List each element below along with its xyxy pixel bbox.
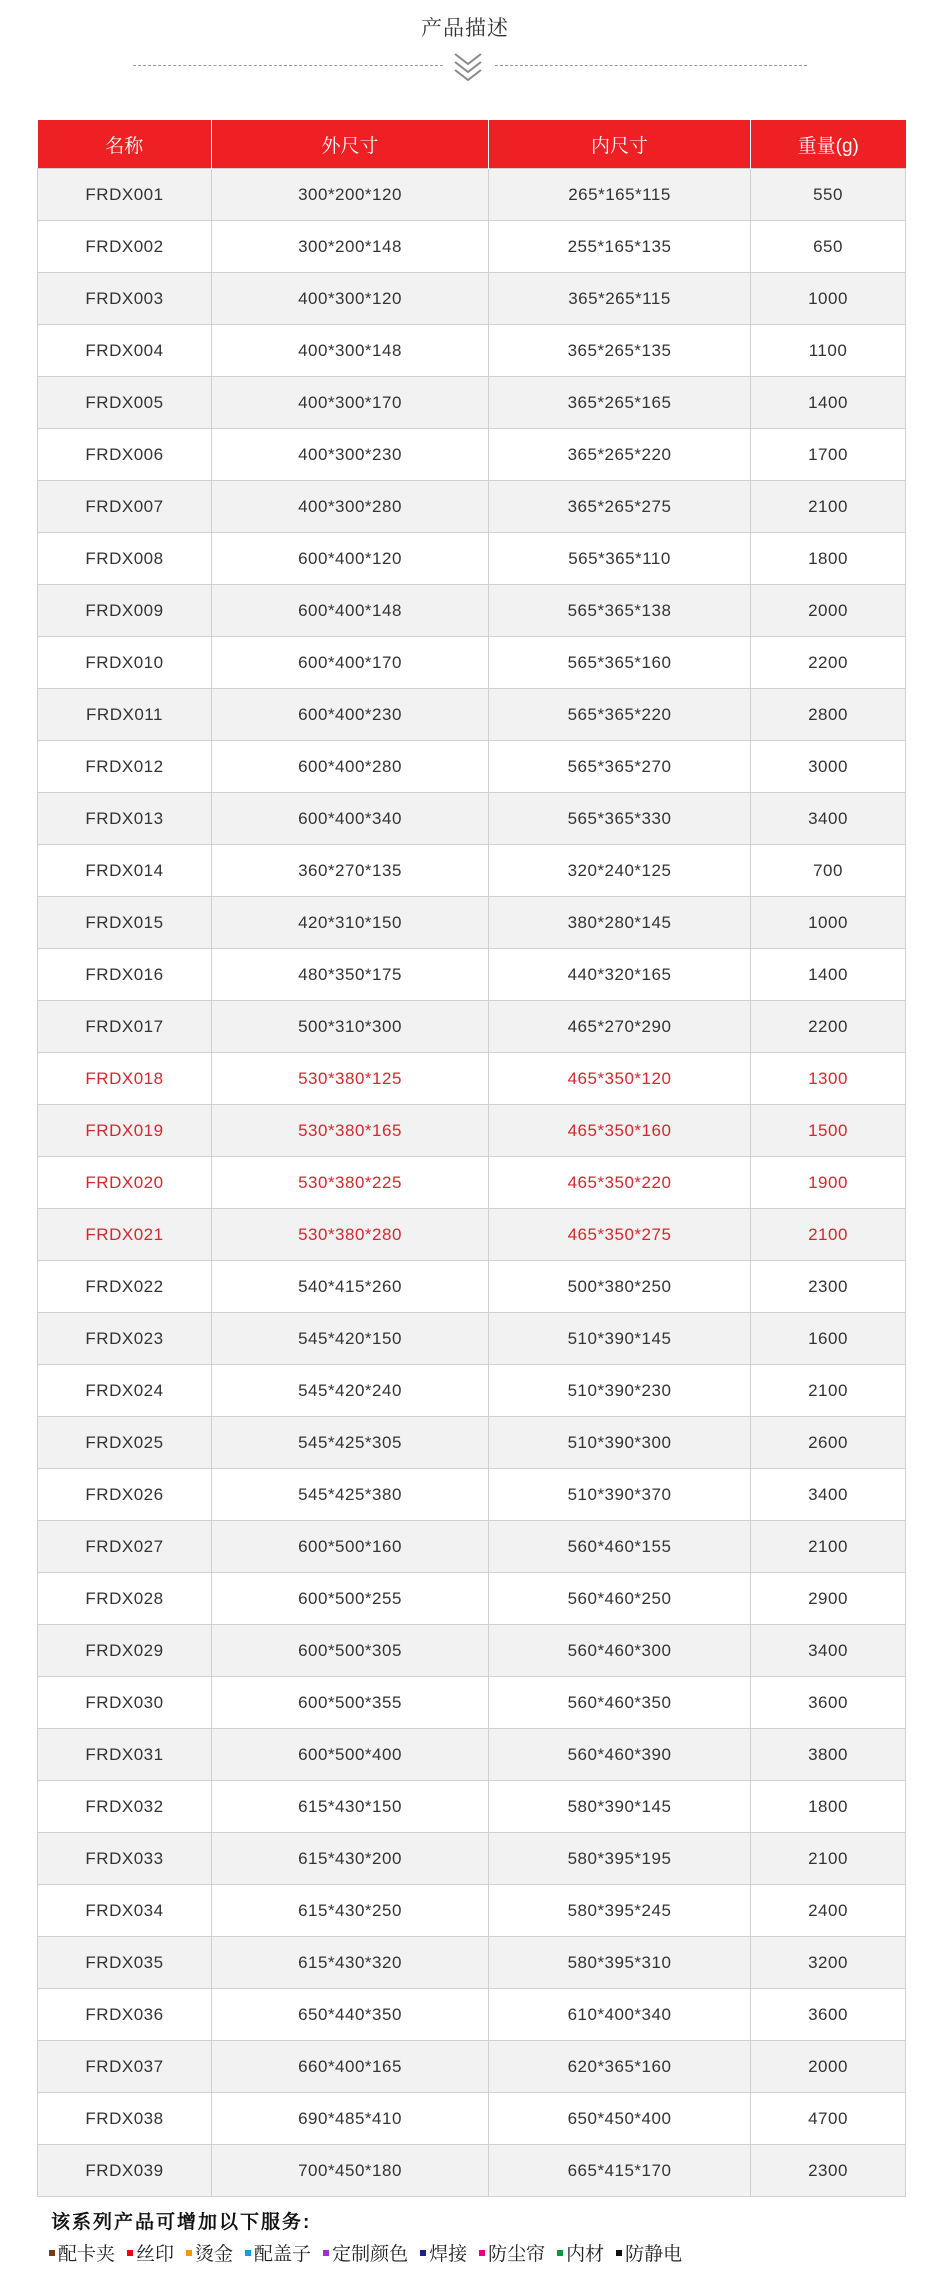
service-label: 配卡夹 [58, 2244, 116, 2265]
square-bullet-icon [323, 2250, 329, 2256]
cell-inner-size: 510*390*230 [489, 1365, 751, 1417]
service-item [616, 2239, 682, 2266]
cell-outer-size: 530*380*165 [212, 1105, 489, 1157]
table-row [38, 1677, 906, 1729]
cell-weight: 2300 [751, 1261, 906, 1313]
cell-weight: 3000 [751, 741, 906, 793]
cell-weight: 2100 [751, 1209, 906, 1261]
cell-inner-size: 365*265*220 [489, 429, 751, 481]
cell-outer-size: 400*300*230 [212, 429, 489, 481]
cell-weight: 1600 [751, 1313, 906, 1365]
cell-weight: 1800 [751, 1781, 906, 1833]
table-row [38, 481, 906, 533]
cell-name: FRDX036 [38, 1989, 212, 2041]
cell-name: FRDX029 [38, 1625, 212, 1677]
cell-inner-size: 560*460*350 [489, 1677, 751, 1729]
cell-weight: 1500 [751, 1105, 906, 1157]
cell-name: FRDX039 [38, 2145, 212, 2197]
cell-weight: 2000 [751, 2041, 906, 2093]
square-bullet-icon [420, 2250, 426, 2256]
table-row [38, 1521, 906, 1573]
cell-outer-size: 540*415*260 [212, 1261, 489, 1313]
table-row [38, 897, 906, 949]
cell-inner-size: 380*280*145 [489, 897, 751, 949]
table-row [38, 1625, 906, 1677]
column-header-inner-size: 内尺寸 [489, 120, 751, 169]
table-row [38, 949, 906, 1001]
table-row [38, 585, 906, 637]
service-label: 配盖子 [254, 2244, 312, 2265]
cell-inner-size: 650*450*400 [489, 2093, 751, 2145]
service-item [479, 2239, 545, 2266]
cell-name: FRDX035 [38, 1937, 212, 1989]
cell-name: FRDX028 [38, 1573, 212, 1625]
service-item [245, 2239, 311, 2266]
cell-inner-size: 560*460*155 [489, 1521, 751, 1573]
service-item [127, 2239, 174, 2266]
cell-outer-size: 530*380*225 [212, 1157, 489, 1209]
cell-name: FRDX004 [38, 325, 212, 377]
cell-name: FRDX003 [38, 273, 212, 325]
cell-name: FRDX022 [38, 1261, 212, 1313]
cell-weight: 1100 [751, 325, 906, 377]
table-row [38, 1781, 906, 1833]
cell-weight: 1700 [751, 429, 906, 481]
cell-outer-size: 600*500*355 [212, 1677, 489, 1729]
cell-weight: 1300 [751, 1053, 906, 1105]
cell-outer-size: 500*310*300 [212, 1001, 489, 1053]
cell-inner-size: 580*395*195 [489, 1833, 751, 1885]
cell-outer-size: 600*400*148 [212, 585, 489, 637]
cell-weight: 2300 [751, 2145, 906, 2197]
table-row [38, 2041, 906, 2093]
table-row [38, 2145, 906, 2197]
table-header-row [38, 120, 906, 169]
service-label: 定制颜色 [332, 2244, 409, 2265]
cell-outer-size: 400*300*148 [212, 325, 489, 377]
cell-name: FRDX019 [38, 1105, 212, 1157]
table-row [38, 1833, 906, 1885]
cell-outer-size: 615*430*250 [212, 1885, 489, 1937]
column-header-name: 名称 [38, 120, 212, 169]
table-row [38, 1001, 906, 1053]
cell-weight: 2200 [751, 1001, 906, 1053]
service-label: 防静电 [625, 2244, 683, 2265]
cell-weight: 2100 [751, 481, 906, 533]
cell-outer-size: 400*300*280 [212, 481, 489, 533]
cell-name: FRDX025 [38, 1417, 212, 1469]
cell-inner-size: 560*460*250 [489, 1573, 751, 1625]
cell-weight: 2800 [751, 689, 906, 741]
table-row [38, 1209, 906, 1261]
cell-weight: 2000 [751, 585, 906, 637]
services-list [49, 2239, 694, 2266]
table-row [38, 377, 906, 429]
cell-inner-size: 440*320*165 [489, 949, 751, 1001]
cell-inner-size: 265*165*115 [489, 169, 751, 221]
cell-inner-size: 465*350*160 [489, 1105, 751, 1157]
table-row [38, 1261, 906, 1313]
cell-inner-size: 255*165*135 [489, 221, 751, 273]
cell-inner-size: 665*415*170 [489, 2145, 751, 2197]
cell-outer-size: 600*400*280 [212, 741, 489, 793]
table-row [38, 689, 906, 741]
table-row [38, 1313, 906, 1365]
cell-name: FRDX021 [38, 1209, 212, 1261]
cell-inner-size: 465*350*275 [489, 1209, 751, 1261]
cell-inner-size: 465*350*120 [489, 1053, 751, 1105]
cell-outer-size: 300*200*148 [212, 221, 489, 273]
cell-outer-size: 600*400*120 [212, 533, 489, 585]
table-row [38, 2093, 906, 2145]
service-label: 丝印 [136, 2244, 175, 2265]
cell-name: FRDX007 [38, 481, 212, 533]
cell-name: FRDX006 [38, 429, 212, 481]
cell-inner-size: 365*265*275 [489, 481, 751, 533]
cell-inner-size: 565*365*138 [489, 585, 751, 637]
column-header-weight: 重量(g) [751, 120, 906, 169]
cell-weight: 3400 [751, 793, 906, 845]
cell-inner-size: 465*350*220 [489, 1157, 751, 1209]
cell-name: FRDX011 [38, 689, 212, 741]
cell-outer-size: 615*430*200 [212, 1833, 489, 1885]
square-bullet-icon [479, 2250, 485, 2256]
cell-outer-size: 545*425*305 [212, 1417, 489, 1469]
cell-name: FRDX008 [38, 533, 212, 585]
cell-inner-size: 510*390*370 [489, 1469, 751, 1521]
header-divider-left [133, 65, 443, 66]
cell-weight: 700 [751, 845, 906, 897]
cell-inner-size: 510*390*300 [489, 1417, 751, 1469]
cell-weight: 1900 [751, 1157, 906, 1209]
table-row [38, 637, 906, 689]
square-bullet-icon [245, 2250, 251, 2256]
cell-weight: 2100 [751, 1833, 906, 1885]
table-row [38, 1885, 906, 1937]
cell-weight: 3800 [751, 1729, 906, 1781]
service-label: 烫金 [195, 2244, 234, 2265]
cell-weight: 4700 [751, 2093, 906, 2145]
cell-weight: 3400 [751, 1625, 906, 1677]
cell-outer-size: 600*500*400 [212, 1729, 489, 1781]
cell-outer-size: 600*500*305 [212, 1625, 489, 1677]
cell-outer-size: 700*450*180 [212, 2145, 489, 2197]
column-header-outer-size: 外尺寸 [212, 120, 489, 169]
cell-inner-size: 565*365*330 [489, 793, 751, 845]
cell-name: FRDX018 [38, 1053, 212, 1105]
table-row [38, 1417, 906, 1469]
table-row [38, 221, 906, 273]
cell-weight: 1800 [751, 533, 906, 585]
section-title: 产品描述 [421, 17, 509, 40]
cell-weight: 2200 [751, 637, 906, 689]
table-row [38, 533, 906, 585]
product-spec-table [37, 120, 906, 2197]
cell-weight: 2100 [751, 1365, 906, 1417]
cell-name: FRDX017 [38, 1001, 212, 1053]
cell-inner-size: 565*365*110 [489, 533, 751, 585]
cell-outer-size: 660*400*165 [212, 2041, 489, 2093]
cell-name: FRDX030 [38, 1677, 212, 1729]
table-row [38, 169, 906, 221]
cell-name: FRDX002 [38, 221, 212, 273]
cell-outer-size: 530*380*280 [212, 1209, 489, 1261]
square-bullet-icon [49, 2250, 55, 2256]
cell-name: FRDX023 [38, 1313, 212, 1365]
cell-outer-size: 600*400*340 [212, 793, 489, 845]
table-row [38, 1469, 906, 1521]
square-bullet-icon [616, 2250, 622, 2256]
cell-weight: 1400 [751, 377, 906, 429]
cell-name: FRDX037 [38, 2041, 212, 2093]
cell-weight: 1000 [751, 897, 906, 949]
cell-name: FRDX038 [38, 2093, 212, 2145]
cell-weight: 2900 [751, 1573, 906, 1625]
service-item [420, 2239, 467, 2266]
cell-name: FRDX026 [38, 1469, 212, 1521]
cell-outer-size: 650*440*350 [212, 1989, 489, 2041]
cell-outer-size: 360*270*135 [212, 845, 489, 897]
service-label: 防尘帘 [488, 2244, 546, 2265]
cell-outer-size: 420*310*150 [212, 897, 489, 949]
square-bullet-icon [127, 2250, 133, 2256]
table-row [38, 741, 906, 793]
cell-outer-size: 545*420*150 [212, 1313, 489, 1365]
cell-name: FRDX015 [38, 897, 212, 949]
cell-name: FRDX012 [38, 741, 212, 793]
cell-outer-size: 400*300*120 [212, 273, 489, 325]
service-label: 焊接 [429, 2244, 468, 2265]
cell-outer-size: 600*500*160 [212, 1521, 489, 1573]
square-bullet-icon [186, 2250, 192, 2256]
cell-inner-size: 465*270*290 [489, 1001, 751, 1053]
table-row [38, 1157, 906, 1209]
table-row [38, 1989, 906, 2041]
table-row [38, 273, 906, 325]
cell-inner-size: 580*395*310 [489, 1937, 751, 1989]
cell-inner-size: 565*365*160 [489, 637, 751, 689]
cell-inner-size: 320*240*125 [489, 845, 751, 897]
cell-outer-size: 615*430*150 [212, 1781, 489, 1833]
table-row [38, 1937, 906, 1989]
cell-inner-size: 610*400*340 [489, 1989, 751, 2041]
cell-weight: 2400 [751, 1885, 906, 1937]
cell-inner-size: 500*380*250 [489, 1261, 751, 1313]
cell-name: FRDX014 [38, 845, 212, 897]
table-row [38, 1573, 906, 1625]
cell-name: FRDX032 [38, 1781, 212, 1833]
cell-name: FRDX033 [38, 1833, 212, 1885]
cell-weight: 3400 [751, 1469, 906, 1521]
service-item [323, 2239, 408, 2266]
table-row [38, 1053, 906, 1105]
cell-outer-size: 300*200*120 [212, 169, 489, 221]
cell-inner-size: 580*390*145 [489, 1781, 751, 1833]
cell-outer-size: 400*300*170 [212, 377, 489, 429]
service-item [186, 2239, 233, 2266]
header-divider-right [495, 65, 807, 66]
cell-weight: 2100 [751, 1521, 906, 1573]
cell-outer-size: 600*500*255 [212, 1573, 489, 1625]
table-row [38, 1365, 906, 1417]
cell-inner-size: 560*460*390 [489, 1729, 751, 1781]
table-row [38, 793, 906, 845]
cell-weight: 3200 [751, 1937, 906, 1989]
cell-name: FRDX010 [38, 637, 212, 689]
cell-outer-size: 480*350*175 [212, 949, 489, 1001]
cell-inner-size: 620*365*160 [489, 2041, 751, 2093]
square-bullet-icon [557, 2250, 563, 2256]
cell-weight: 3600 [751, 1989, 906, 2041]
cell-outer-size: 545*425*380 [212, 1469, 489, 1521]
cell-name: FRDX005 [38, 377, 212, 429]
cell-name: FRDX034 [38, 1885, 212, 1937]
service-item [49, 2239, 115, 2266]
cell-name: FRDX024 [38, 1365, 212, 1417]
cell-inner-size: 565*365*270 [489, 741, 751, 793]
cell-inner-size: 365*265*135 [489, 325, 751, 377]
section-header [0, 0, 930, 120]
service-label: 内材 [566, 2244, 605, 2265]
services-panel [37, 2199, 905, 2275]
cell-outer-size: 615*430*320 [212, 1937, 489, 1989]
services-title: 该系列产品可增加以下服务: [51, 2212, 312, 2233]
cell-name: FRDX020 [38, 1157, 212, 1209]
table-row [38, 325, 906, 377]
cell-inner-size: 365*265*165 [489, 377, 751, 429]
cell-outer-size: 600*400*170 [212, 637, 489, 689]
service-item [557, 2239, 604, 2266]
cell-inner-size: 365*265*115 [489, 273, 751, 325]
cell-inner-size: 560*460*300 [489, 1625, 751, 1677]
cell-outer-size: 530*380*125 [212, 1053, 489, 1105]
cell-name: FRDX009 [38, 585, 212, 637]
double-chevron-down-icon [452, 50, 484, 84]
table-body [38, 169, 906, 2197]
cell-weight: 2600 [751, 1417, 906, 1469]
table-row [38, 1729, 906, 1781]
cell-inner-size: 510*390*145 [489, 1313, 751, 1365]
cell-weight: 1000 [751, 273, 906, 325]
cell-weight: 1400 [751, 949, 906, 1001]
cell-weight: 550 [751, 169, 906, 221]
cell-weight: 650 [751, 221, 906, 273]
cell-inner-size: 565*365*220 [489, 689, 751, 741]
cell-weight: 3600 [751, 1677, 906, 1729]
cell-name: FRDX016 [38, 949, 212, 1001]
table-row [38, 845, 906, 897]
cell-inner-size: 580*395*245 [489, 1885, 751, 1937]
cell-name: FRDX013 [38, 793, 212, 845]
table-row [38, 1105, 906, 1157]
table-row [38, 429, 906, 481]
cell-name: FRDX001 [38, 169, 212, 221]
cell-outer-size: 600*400*230 [212, 689, 489, 741]
cell-outer-size: 545*420*240 [212, 1365, 489, 1417]
cell-name: FRDX027 [38, 1521, 212, 1573]
cell-outer-size: 690*485*410 [212, 2093, 489, 2145]
cell-name: FRDX031 [38, 1729, 212, 1781]
